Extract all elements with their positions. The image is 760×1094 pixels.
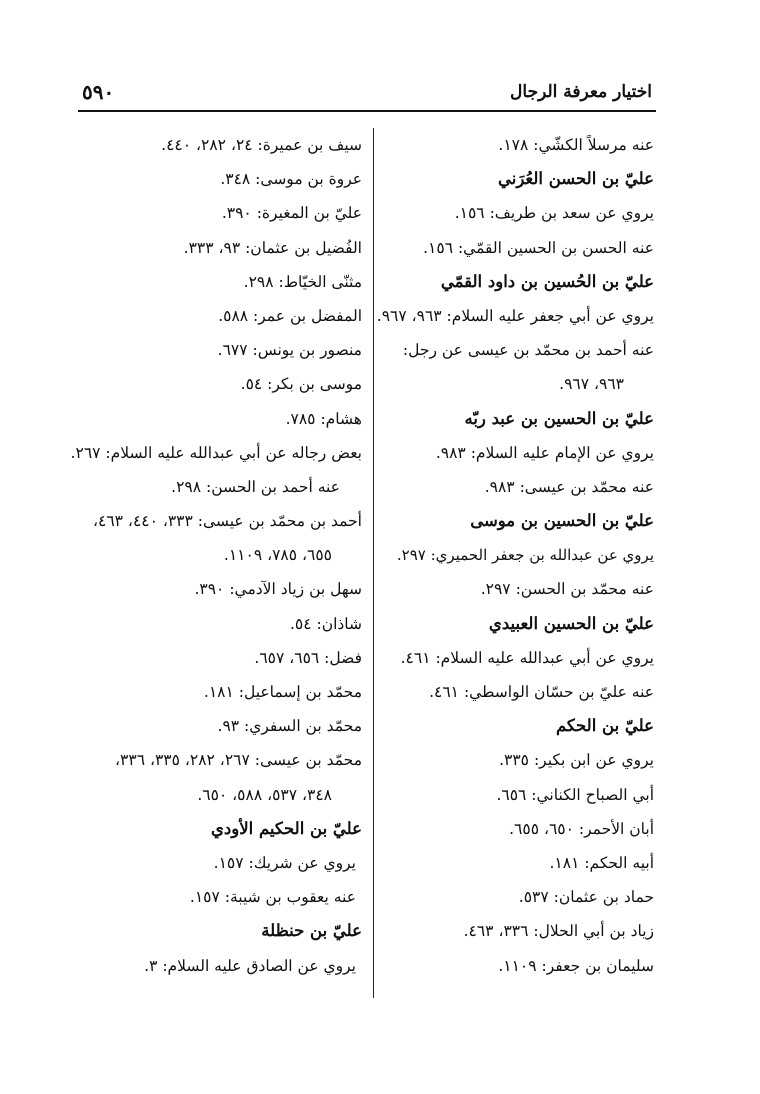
column-divider	[373, 128, 374, 998]
index-entry: حماد بن عثمان: ٥٣٧.	[518, 888, 654, 907]
index-entry: عنه يعقوب بن شيبة: ١٥٧.	[189, 888, 356, 907]
index-entry: منصور بن يونس: ٦٧٧.	[217, 341, 362, 360]
index-entry: بعض رجاله عن أبي عبدالله عليه السلام: ٢٦٧.	[70, 443, 362, 462]
index-entry: عليّ بن المغيرة: ٣٩٠.	[221, 204, 362, 223]
narrator-heading: عليّ بن الحكيم الأودي	[210, 818, 362, 838]
index-entry: يروي عن ابن بكير: ٣٣٥.	[499, 751, 654, 770]
index-entry: ٩٦٣، ٩٦٧.	[559, 375, 624, 394]
index-entry: سيف بن عميرة: ٢٤، ٢٨٢، ٤٤٠.	[161, 136, 362, 154]
index-entry: محمّد بن السفري: ٩٣.	[217, 717, 362, 736]
narrator-heading: عليّ بن الحُسين بن داود القمّي	[440, 271, 654, 291]
right-column	[376, 128, 654, 983]
index-entry: سليمان بن جعفر: ١١٠٩.	[498, 956, 654, 975]
index-entry: الفُضيل بن عثمان: ٩٣، ٣٣٣.	[183, 238, 362, 257]
index-entry: أحمد بن محمّد بن عيسى: ٣٣٣، ٤٤٠، ٤٦٣،	[93, 512, 362, 531]
index-entry: عنه محمّد بن عيسى: ٩٨٣.	[484, 477, 654, 496]
index-entry: عنه أحمد بن الحسن: ٢٩٨.	[171, 477, 340, 496]
index-entry: هشام: ٧٨٥.	[285, 409, 362, 428]
index-entry: يروي عن الإمام عليه السلام: ٩٨٣.	[435, 443, 654, 462]
index-entry: شاذان: ٥٤.	[289, 614, 362, 633]
index-entry: عنه عليّ بن حسّان الواسطي: ٤٦١.	[429, 683, 654, 701]
index-entry: المفضل بن عمر: ٥٨٨.	[218, 306, 362, 325]
index-entry: يروي عن عبدالله بن جعفر الحميري: ٢٩٧.	[396, 546, 654, 565]
page-number: ٥٩٠	[82, 80, 115, 104]
index-entry: عنه مرسلاً الكشّي: ١٧٨.	[498, 136, 654, 154]
narrator-heading: عليّ بن حنظلة	[261, 921, 362, 941]
narrator-heading: عليّ بن الحسين بن موسى	[470, 511, 654, 531]
book-title: اختيار معرفة الرجال	[510, 82, 652, 102]
index-entry: موسى بن بكر: ٥٤.	[240, 375, 362, 394]
index-entry: محمّد بن عيسى: ٢٦٧، ٢٨٢، ٣٣٥، ٣٣٦،	[115, 751, 362, 770]
left-column	[70, 128, 362, 983]
index-entry: محمّد بن إسماعيل: ١٨١.	[203, 683, 362, 701]
index-entry: أبيه الحكم: ١٨١.	[549, 853, 654, 872]
index-entry: ٦٥٥، ٧٨٥، ١١٠٩.	[223, 546, 332, 565]
page-header	[82, 78, 652, 106]
index-entry: يروي عن شريك: ١٥٧.	[213, 853, 356, 872]
index-entry: يروي عن أبي عبدالله عليه السلام: ٤٦١.	[400, 648, 654, 667]
index-entry: سهل بن زياد الآدمي: ٣٩٠.	[194, 580, 362, 599]
index-entry: أبي الصباح الكناني: ٦٥٦.	[496, 785, 654, 804]
index-entry: فضل: ٦٥٦، ٦٥٧.	[254, 648, 362, 667]
index-entry: أبان الأحمر: ٦٥٠، ٦٥٥.	[509, 819, 654, 838]
narrator-heading: عليّ بن الحسين العبيدي	[488, 613, 654, 633]
narrator-heading: عليّ بن الحسن العُرَني	[497, 169, 654, 189]
index-entry: عنه الحسن بن الحسين القمّي: ١٥٦.	[423, 238, 654, 257]
index-entry: يروي عن الصادق عليه السلام: ٣.	[144, 956, 356, 975]
narrator-heading: عليّ بن الحكم	[555, 716, 654, 736]
index-entry: يروي عن أبي جعفر عليه السلام: ٩٦٣، ٩٦٧.	[376, 306, 654, 325]
index-entry: عنه أحمد بن محمّد بن عيسى عن رجل:	[402, 341, 654, 360]
header-rule	[78, 110, 656, 112]
index-entry: عروة بن موسى: ٣٤٨.	[220, 170, 362, 189]
index-entry: مثنّى الخيّاط: ٢٩٨.	[243, 272, 362, 291]
index-entry: عنه محمّد بن الحسن: ٢٩٧.	[480, 580, 654, 599]
index-entry: زياد بن أبي الحلال: ٣٣٦، ٤٦٣.	[463, 922, 654, 941]
index-entry: يروي عن سعد بن طريف: ١٥٦.	[454, 204, 654, 223]
index-entry: ٣٤٨، ٥٣٧، ٥٨٨، ٦٥٠.	[197, 785, 332, 804]
narrator-heading: عليّ بن الحسين بن عبد ربّه	[464, 408, 654, 428]
